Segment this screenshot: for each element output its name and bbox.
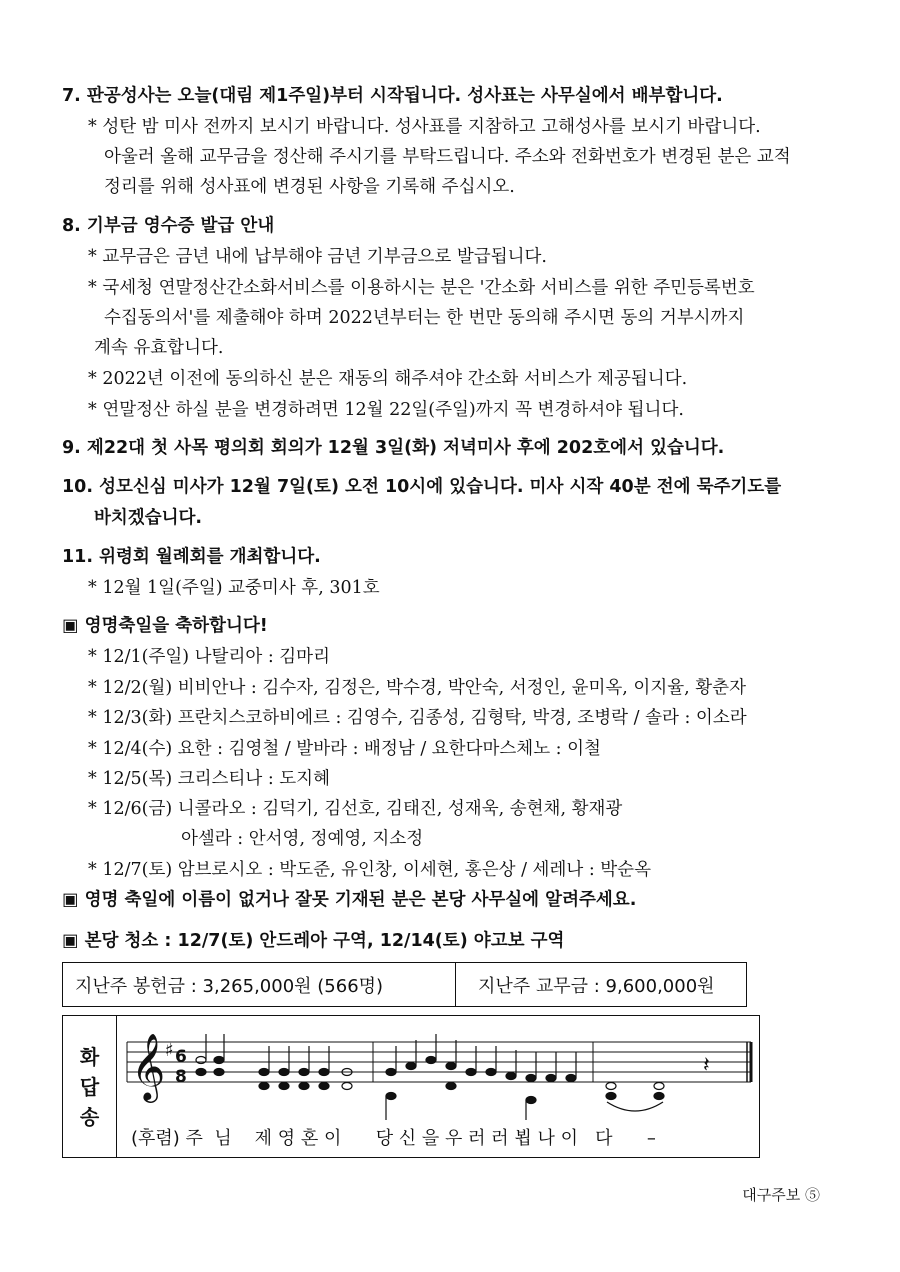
announcement-line: 바치겠습니다. bbox=[94, 508, 203, 528]
announcement-line: ▣ 영명축일을 축하합니다! bbox=[62, 616, 268, 636]
announcement-line: * 12월 1일(주일) 교중미사 후, 301호 bbox=[88, 578, 380, 598]
psalm-label-char: 답 bbox=[79, 1074, 100, 1099]
announcement-line: 아셀라 : 안서영, 정예영, 지소정 bbox=[181, 829, 424, 849]
announcement-line: 8. 기부금 영수증 발급 안내 bbox=[62, 216, 275, 236]
announcement-line: * 국세청 연말정산간소화서비스를 이용하시는 분은 '간소화 서비스를 위한 주민등록번호 bbox=[88, 278, 755, 298]
announcement-line: 아울러 올해 교무금을 정산해 주시기를 부탁드립니다. 주소와 전화번호가 변경된 분은 교적 bbox=[104, 147, 791, 167]
announcement-line: * 교무금은 금년 내에 납부해야 금년 기부금으로 발급됩니다. bbox=[88, 247, 547, 267]
announcement-line: * 12/2(월) 비비안나 : 김수자, 김정은, 박수경, 박안숙, 서정인, 윤미옥, 이지율, 황춘자 bbox=[88, 678, 746, 698]
psalm-lyrics: (후렴) 주 님 제 영 혼 이 당 신 을 우 러 러 뵙 나 이 다 – bbox=[131, 1128, 656, 1149]
announcement-line: * 12/7(토) 암브로시오 : 박도준, 유인창, 이세현, 홍은상 / 세레나 : 박순옥 bbox=[88, 860, 651, 880]
last-week-dues: 지난주 교무금 : 9,600,000원 bbox=[478, 975, 715, 997]
svg-text:♯: ♯ bbox=[165, 1040, 174, 1061]
psalm-label-char: 송 bbox=[79, 1104, 100, 1129]
announcement-line: 수집동의서'를 제출해야 하며 2022년부터는 한 번만 동의해 주시면 동의 거부시까지 bbox=[104, 308, 745, 328]
announcement-line: 7. 판공성사는 오늘(대림 제1주일)부터 시작됩니다. 성사표는 사무실에서 배부합니다. bbox=[62, 86, 723, 106]
psalm-label-char: 화 bbox=[79, 1044, 100, 1069]
announcement-line: 정리를 위해 성사표에 변경된 사항을 기록해 주십시오. bbox=[104, 177, 515, 197]
last-week-offering: 지난주 봉헌금 : 3,265,000원 (566명) bbox=[63, 963, 456, 1006]
announcement-line: * 12/3(화) 프란치스코하비에르 : 김영수, 김종성, 김형탁, 박경, 조병락 / 솔라 : 이소라 bbox=[88, 708, 747, 728]
announcement-line: * 12/1(주일) 나탈리아 : 김마리 bbox=[88, 647, 330, 667]
announcement-line: * 12/4(수) 요한 : 김영철 / 발바라 : 배정남 / 요한다마스체노 : 이철 bbox=[88, 739, 601, 759]
svg-text:𝄽: 𝄽 bbox=[703, 1053, 710, 1078]
announcement-line: 계속 유효합니다. bbox=[94, 338, 224, 358]
psalm-label bbox=[63, 1016, 117, 1157]
announcement-line: * 12/5(목) 크리스티나 : 도지혜 bbox=[88, 769, 330, 789]
announcement-line: ▣ 본당 청소 : 12/7(토) 안드레아 구역, 12/14(토) 야고보 구역 bbox=[62, 931, 565, 951]
announcement-line: 11. 위령회 월례회를 개최합니다. bbox=[62, 547, 321, 567]
announcement-line: * 12/6(금) 니콜라오 : 김덕기, 김선호, 김태진, 성재욱, 송현채, 황재광 bbox=[88, 799, 623, 819]
music-staff bbox=[119, 1020, 759, 1120]
svg-text:8: 8 bbox=[175, 1067, 187, 1087]
svg-text:6: 6 bbox=[175, 1047, 187, 1067]
announcement-line: ▣ 영명 축일에 이름이 없거나 잘못 기재된 분은 본당 사무실에 알려주세요. bbox=[62, 890, 637, 910]
announcement-line: * 연말정산 하실 분을 변경하려면 12월 22일(주일)까지 꼭 변경하셔야 됩니다. bbox=[88, 400, 684, 420]
page-footer: 대구주보 ⑤ bbox=[742, 1186, 820, 1204]
announcement-line: 10. 성모신심 미사가 12월 7일(토) 오전 10시에 있습니다. 미사 시작 40분 전에 묵주기도를 bbox=[62, 477, 782, 497]
announcement-line: * 성탄 밤 미사 전까지 보시기 바랍니다. 성사표를 지참하고 고해성사를 보시기 바랍니다. bbox=[88, 117, 761, 137]
giving-summary-box bbox=[62, 962, 747, 1007]
announcement-line: 9. 제22대 첫 사목 평의회 회의가 12월 3일(화) 저녁미사 후에 202호에서 있습니다. bbox=[62, 438, 725, 458]
announcement-line: * 2022년 이전에 동의하신 분은 재동의 해주셔야 간소화 서비스가 제공됩니다. bbox=[88, 369, 688, 389]
svg-text:𝄞: 𝄞 bbox=[131, 1032, 166, 1100]
responsorial-psalm-box bbox=[62, 1015, 760, 1158]
